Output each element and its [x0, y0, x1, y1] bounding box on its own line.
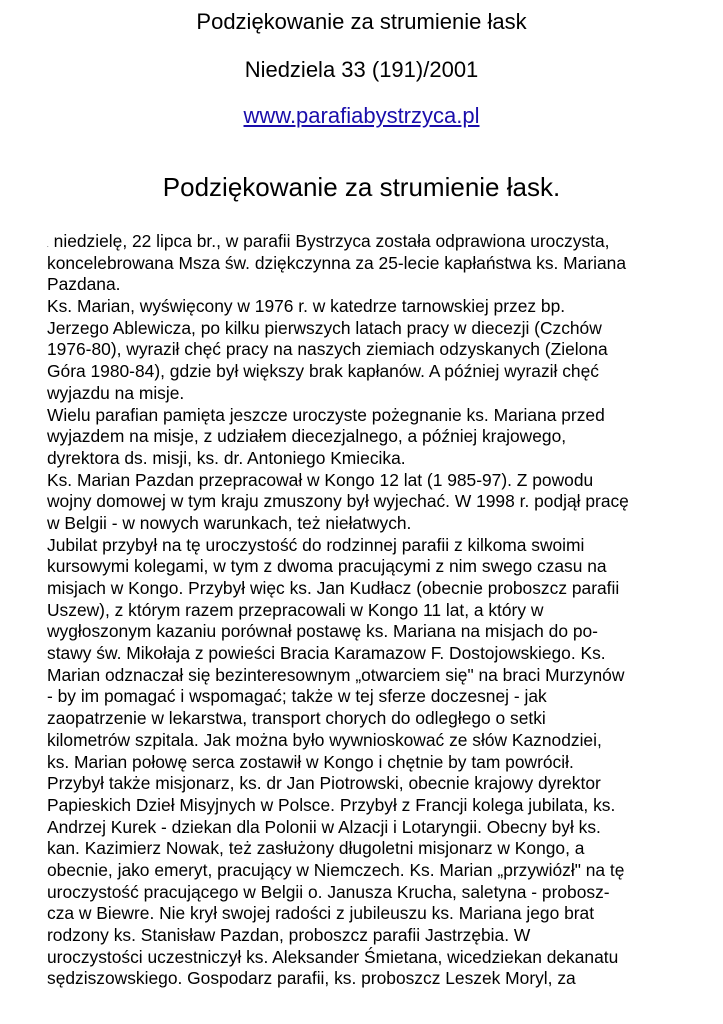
- article-line: [47, 925, 707, 947]
- article-line: [47, 795, 707, 817]
- article-line: [47, 621, 707, 643]
- article-line-text: koncelebrowana Msza św. dziękczynna za 25-lecie kapłaństwa ks. Mariana: [47, 252, 627, 273]
- article-line: [47, 405, 707, 427]
- article-line: [47, 882, 707, 904]
- article-line: [47, 318, 707, 340]
- article-line: [47, 665, 707, 687]
- article-line: [47, 903, 707, 925]
- article-line: [47, 383, 707, 405]
- website-link[interactable]: www.parafiabystrzyca.pl: [243, 103, 480, 128]
- article-line: [47, 947, 707, 969]
- article-line-text: wojny domowej w tym kraju zmuszony był wyjechać. W 1998 r. podjął pracę: [47, 491, 629, 512]
- article-line: [47, 361, 707, 383]
- article-line: [47, 643, 707, 665]
- article-line-text: Wielu parafian pamięta jeszcze uroczyste pożegnanie ks. Mariana przed: [47, 404, 605, 425]
- issue-number: Niedziela 33 (191)/2001: [244, 57, 479, 82]
- article-line-text: dyrektora ds. misji, ks. dr. Antoniego Kmiecika.: [47, 447, 406, 468]
- article-line-text: Jubilat przybył na tę uroczystość do rodzinnej parafii z kilkoma swoimi: [47, 534, 585, 555]
- article-line: [47, 773, 707, 795]
- article-line-text: kilometrów szpitala. Jak można było wywnioskować ze słów Kaznodziei,: [47, 729, 602, 750]
- article-line-text: Pazdana.: [47, 274, 121, 295]
- article-line: [47, 426, 707, 448]
- article-line: [47, 730, 707, 752]
- article-line: [47, 578, 707, 600]
- article-line: [47, 339, 707, 361]
- article-line-text: wygłoszonym kazaniu porównał postawę ks. Mariana na misjach do po-: [47, 621, 598, 642]
- article-line-text: uroczystości uczestniczył ks. Aleksander Śmietana, wicedziekan dekanatu: [47, 946, 619, 967]
- article-line-text: wyjazdu na misje.: [47, 382, 185, 403]
- article-line-text: Uszew), z którym razem przepracowali w Kongo 11 lat, a który w: [47, 599, 544, 620]
- article-line-text: Ks. Marian Pazdan przepracował w Kongo 12 lat (1 985-97). Z powodu: [47, 469, 594, 490]
- article-line: [47, 600, 707, 622]
- article-line-text: kan. Kazimierz Nowak, też zasłużony długoletni misjonarz w Kongo, a: [47, 838, 585, 859]
- article-line: [47, 274, 707, 296]
- article-line: [47, 448, 707, 470]
- article-line-text: Przybył także misjonarz, ks. dr Jan Piotrowski, obecnie krajowy dyrektor: [47, 773, 601, 794]
- article-heading: Podziękowanie za strumienie łask.: [162, 172, 561, 202]
- article-line-text: misjach w Kongo. Przybył więc ks. Jan Kudłacz (obecnie proboszcz parafii: [47, 578, 620, 598]
- article-line-text: cza w Biewre. Nie krył swojej radości z jubileuszu ks. Mariana jego brat: [47, 903, 595, 924]
- article-line-text: - by im pomagać i wspomagać; także w tej sferze doczesnej - jak: [47, 686, 547, 707]
- article-line: [47, 860, 707, 882]
- article-line: [47, 253, 707, 275]
- article-line: [47, 231, 707, 253]
- article-line: [47, 708, 707, 730]
- article-line-text: zaopatrzenie w lekarstwa, transport chorych do odległego o setki: [47, 708, 546, 729]
- article-line-text: wyjazdem na misje, z udziałem diecezjalnego, a później krajowego,: [47, 426, 567, 447]
- article-line: [47, 838, 707, 860]
- article-line-text: stawy św. Mikołaja z powieści Bracia Karamazow F. Dostojowskiego. Ks.: [47, 643, 606, 664]
- article-line-text: Góra 1980-84), gdzie był większy brak kapłanów. A później wyraził chęć: [47, 361, 599, 382]
- article-line-text: kursowymi kolegami, w tym z dwoma pracującymi z nim swego czasu na: [47, 556, 607, 577]
- article-line: [47, 535, 707, 557]
- article-line-text: rodzony ks. Stanisław Pazdan, proboszcz parafii Jastrzębia. W: [47, 925, 531, 945]
- article-line-text: niedzielę, 22 lipca br., w parafii Bystrzyca została odprawiona uroczysta,: [53, 231, 610, 251]
- article-line-text: 1976-80), wyraził chęć pracy na naszych ziemiach odzyskanych (Zielona: [47, 339, 608, 360]
- article-line: [47, 817, 707, 839]
- article-line-text: Jerzego Ablewicza, po kilku pierwszych latach pracy w diecezji (Czchów: [47, 317, 602, 338]
- article-line: [47, 296, 707, 318]
- lead-mark: .: [47, 243, 49, 249]
- document-title: Podziękowanie za strumienie łask: [196, 9, 527, 34]
- article-line: [47, 686, 707, 708]
- article-line: [47, 513, 707, 535]
- article-line-text: w Belgii - w nowych warunkach, też niełatwych.: [47, 512, 412, 533]
- article-line-text: obecnie, jako emeryt, pracujący w Niemczech. Ks. Marian „przywiózł" na tę: [47, 859, 625, 880]
- article-line: [47, 752, 707, 774]
- article-line-text: Papieskich Dzieł Misyjnych w Polsce. Przybył z Francji kolega jubilata, ks.: [47, 794, 616, 815]
- article-line: [47, 470, 707, 492]
- article-line: [47, 556, 707, 578]
- article-line-text: sędziszowskiego. Gospodarz parafii, ks. proboszcz Leszek Moryl, za: [47, 968, 576, 989]
- article-line-text: Ks. Marian, wyświęcony w 1976 r. w katedrze tarnowskiej przez bp.: [47, 296, 566, 317]
- article-line-text: ks. Marian połowę serca zostawił w Kongo i chętnie by tam powrócił.: [47, 751, 574, 772]
- article-line: [47, 491, 707, 513]
- article-body: [47, 231, 707, 990]
- article-line-text: Marian odznaczał się bezinteresownym „otwarciem się" na braci Murzynów: [47, 664, 625, 685]
- article-line: [47, 968, 707, 990]
- article-line-text: Andrzej Kurek - dziekan dla Polonii w Alzacji i Lotaryngii. Obecny był ks.: [47, 816, 601, 837]
- article-line-text: uroczystość pracującego w Belgii o. Janusza Krucha, saletyna - probosz-: [47, 881, 610, 902]
